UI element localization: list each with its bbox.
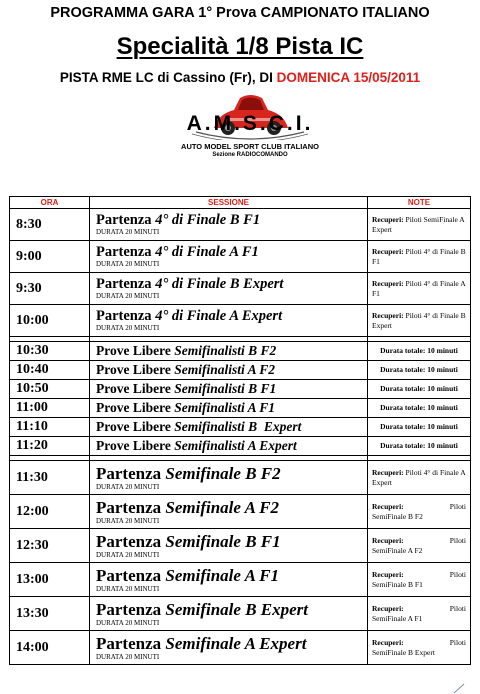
specialty-title-text: Specialità 1/8 Pista IC — [116, 33, 364, 60]
row-session — [90, 209, 368, 241]
row-note: Durata totale: 10 minuti — [368, 342, 471, 361]
venue-text: PISTA RME LC di Cassino (Fr), DI — [59, 70, 277, 85]
logo-section: Sezione RADIOCOMANDO — [212, 152, 288, 158]
session-prefix: Prove Libere — [96, 381, 175, 396]
row-time: 10:00 — [10, 305, 90, 337]
session-title: Semifinalisti B F1 — [174, 381, 277, 396]
row-session — [90, 437, 368, 456]
row-time: 12:30 — [10, 529, 90, 563]
session-prefix: Partenza — [96, 463, 166, 483]
table-row — [10, 209, 471, 241]
row-note — [368, 461, 471, 495]
table-row — [10, 361, 471, 380]
note-word: Piloti — [449, 501, 466, 511]
row-session — [90, 495, 368, 529]
row-time: 11:30 — [10, 461, 90, 495]
table-row — [10, 597, 471, 631]
row-session — [90, 418, 368, 437]
row-time: 9:00 — [10, 241, 90, 273]
col-header-note: NOTE — [368, 197, 471, 209]
row-note: Durata totale: 10 minuti — [368, 437, 471, 456]
row-time: 14:00 — [10, 631, 90, 665]
row-session — [90, 305, 368, 337]
program-title: PROGRAMMA GARA 1° Prova CAMPIONATO ITALIANO — [50, 5, 430, 21]
row-session — [90, 342, 368, 361]
session-title: 4° di Finale B F1 — [155, 212, 261, 228]
session-title: Semifinalisti A Expert — [174, 438, 297, 453]
session-prefix: Partenza — [96, 633, 166, 653]
row-note: Durata totale: 10 minuti — [368, 399, 471, 418]
table-header — [10, 197, 471, 209]
note-label: Recuperi: — [372, 569, 404, 579]
session-prefix: Partenza — [96, 599, 166, 619]
note-text: Piloti 4° di Finale B Expert — [372, 310, 466, 330]
session-title: Semifinale B Expert — [165, 599, 309, 619]
row-note — [368, 209, 471, 241]
row-note — [368, 495, 471, 529]
table-row — [10, 342, 471, 361]
schedule-table — [9, 196, 471, 665]
session-duration: DURATA 20 MINUTI — [96, 228, 160, 236]
table-row — [10, 495, 471, 529]
row-note: Durata totale: 10 minuti — [368, 361, 471, 380]
note-text: Piloti 4° di Finale A F1 — [372, 278, 466, 298]
table-row — [10, 418, 471, 437]
row-time: 8:30 — [10, 209, 90, 241]
session-title: Semifinalisti B F2 — [174, 343, 277, 358]
row-time: 10:30 — [10, 342, 90, 361]
row-note — [368, 241, 471, 273]
note-label: Recuperi: — [372, 467, 404, 477]
note-text: SemiFinale A F1 — [372, 613, 423, 623]
table-row — [10, 241, 471, 273]
note-label: Recuperi: — [372, 603, 404, 613]
session-title: Semifinalisti B Expert — [174, 419, 302, 434]
session-prefix: Prove Libere — [96, 400, 175, 415]
row-time: 10:40 — [10, 361, 90, 380]
note-text: Piloti 4° di Finale A Expert — [372, 467, 466, 487]
session-title: Semifinalisti A F2 — [174, 362, 276, 377]
session-title: Semifinale A Expert — [165, 633, 307, 653]
note-text: Piloti SemiFinale A Expert — [372, 214, 465, 234]
row-session — [90, 529, 368, 563]
session-prefix: Prove Libere — [96, 362, 175, 377]
table-row — [10, 305, 471, 337]
row-note: Durata totale: 10 minuti — [368, 418, 471, 437]
table-row — [10, 529, 471, 563]
row-session — [90, 461, 368, 495]
note-word: Piloti — [449, 569, 466, 579]
row-note — [368, 305, 471, 337]
row-session — [90, 563, 368, 597]
row-time: 11:00 — [10, 399, 90, 418]
session-duration: DURATA 20 MINUTI — [96, 652, 160, 661]
note-text: SemiFinale B F1 — [372, 579, 423, 589]
table-row — [10, 563, 471, 597]
session-duration: DURATA 20 MINUTI — [96, 618, 160, 627]
logo-name: A.M.S.C.I. — [186, 112, 314, 135]
note-word: Piloti — [449, 637, 466, 647]
session-duration: DURATA 20 MINUTI — [96, 584, 160, 593]
row-note — [368, 631, 471, 665]
col-header-sessione: SESSIONE — [90, 197, 368, 209]
table-row — [10, 380, 471, 399]
row-note — [368, 273, 471, 305]
row-note — [368, 529, 471, 563]
session-title: Semifinale B F2 — [165, 463, 281, 483]
session-duration: DURATA 20 MINUTI — [96, 482, 160, 491]
session-prefix: Prove Libere — [96, 438, 175, 453]
session-prefix: Prove Libere — [96, 419, 175, 434]
table-row — [10, 273, 471, 305]
session-prefix: Prove Libere — [96, 343, 175, 358]
session-prefix: Partenza — [96, 212, 156, 228]
row-note — [368, 597, 471, 631]
session-title: Semifinalisti A F1 — [174, 400, 276, 415]
row-session — [90, 361, 368, 380]
session-title: Semifinale A F2 — [165, 497, 280, 517]
session-title: 4° di Finale A F1 — [155, 244, 259, 260]
session-duration: DURATA 20 MINUTI — [96, 292, 160, 300]
note-label: Recuperi: — [372, 310, 404, 320]
note-label: Recuperi: — [372, 535, 404, 545]
row-session — [90, 241, 368, 273]
note-label: Recuperi: — [372, 214, 404, 224]
row-time: 10:50 — [10, 380, 90, 399]
page-curl-icon — [452, 680, 476, 694]
event-date: DOMENICA 15/05/2011 — [276, 70, 421, 85]
session-prefix: Partenza — [96, 308, 156, 324]
note-text: SemiFinale B Expert — [372, 647, 435, 657]
row-note — [368, 563, 471, 597]
note-label: Recuperi: — [372, 501, 404, 511]
session-duration: DURATA 20 MINUTI — [96, 260, 160, 268]
session-duration: DURATA 20 MINUTI — [96, 324, 160, 332]
note-label: Recuperi: — [372, 637, 404, 647]
row-time: 11:20 — [10, 437, 90, 456]
note-word: Piloti — [449, 535, 466, 545]
session-duration: DURATA 20 MINUTI — [96, 550, 160, 559]
session-prefix: Partenza — [96, 244, 156, 260]
row-time: 11:10 — [10, 418, 90, 437]
row-session — [90, 631, 368, 665]
session-title: 4° di Finale B Expert — [155, 276, 284, 292]
note-label: Recuperi: — [372, 278, 404, 288]
note-text: SemiFinale A F2 — [372, 545, 423, 555]
row-note: Durata totale: 10 minuti — [368, 380, 471, 399]
note-text: Piloti 4° di Finale B F1 — [372, 246, 466, 266]
session-prefix: Partenza — [96, 531, 166, 551]
row-time: 13:00 — [10, 563, 90, 597]
row-time: 9:30 — [10, 273, 90, 305]
specialty-title — [0, 33, 480, 61]
row-session — [90, 597, 368, 631]
col-header-ora: ORA — [10, 197, 90, 209]
session-title: Semifinale B F1 — [165, 531, 281, 551]
session-prefix: Partenza — [96, 565, 166, 585]
row-time: 12:00 — [10, 495, 90, 529]
session-duration: DURATA 20 MINUTI — [96, 516, 160, 525]
session-title: Semifinale A F1 — [165, 565, 280, 585]
amsci-logo — [170, 88, 330, 168]
logo-subtitle: AUTO MODEL SPORT CLUB ITALIANO — [181, 142, 319, 151]
note-word: Piloti — [449, 603, 466, 613]
session-prefix: Partenza — [96, 497, 166, 517]
venue-line — [0, 70, 480, 85]
session-prefix: Partenza — [96, 276, 156, 292]
table-row — [10, 437, 471, 456]
table-row — [10, 631, 471, 665]
row-session — [90, 273, 368, 305]
row-session — [90, 380, 368, 399]
session-title: 4° di Finale A Expert — [155, 308, 283, 324]
table-row — [10, 461, 471, 495]
row-time: 13:30 — [10, 597, 90, 631]
note-label: Recuperi: — [372, 246, 404, 256]
row-session — [90, 399, 368, 418]
table-row — [10, 399, 471, 418]
note-text: SemiFinale B F2 — [372, 511, 423, 521]
